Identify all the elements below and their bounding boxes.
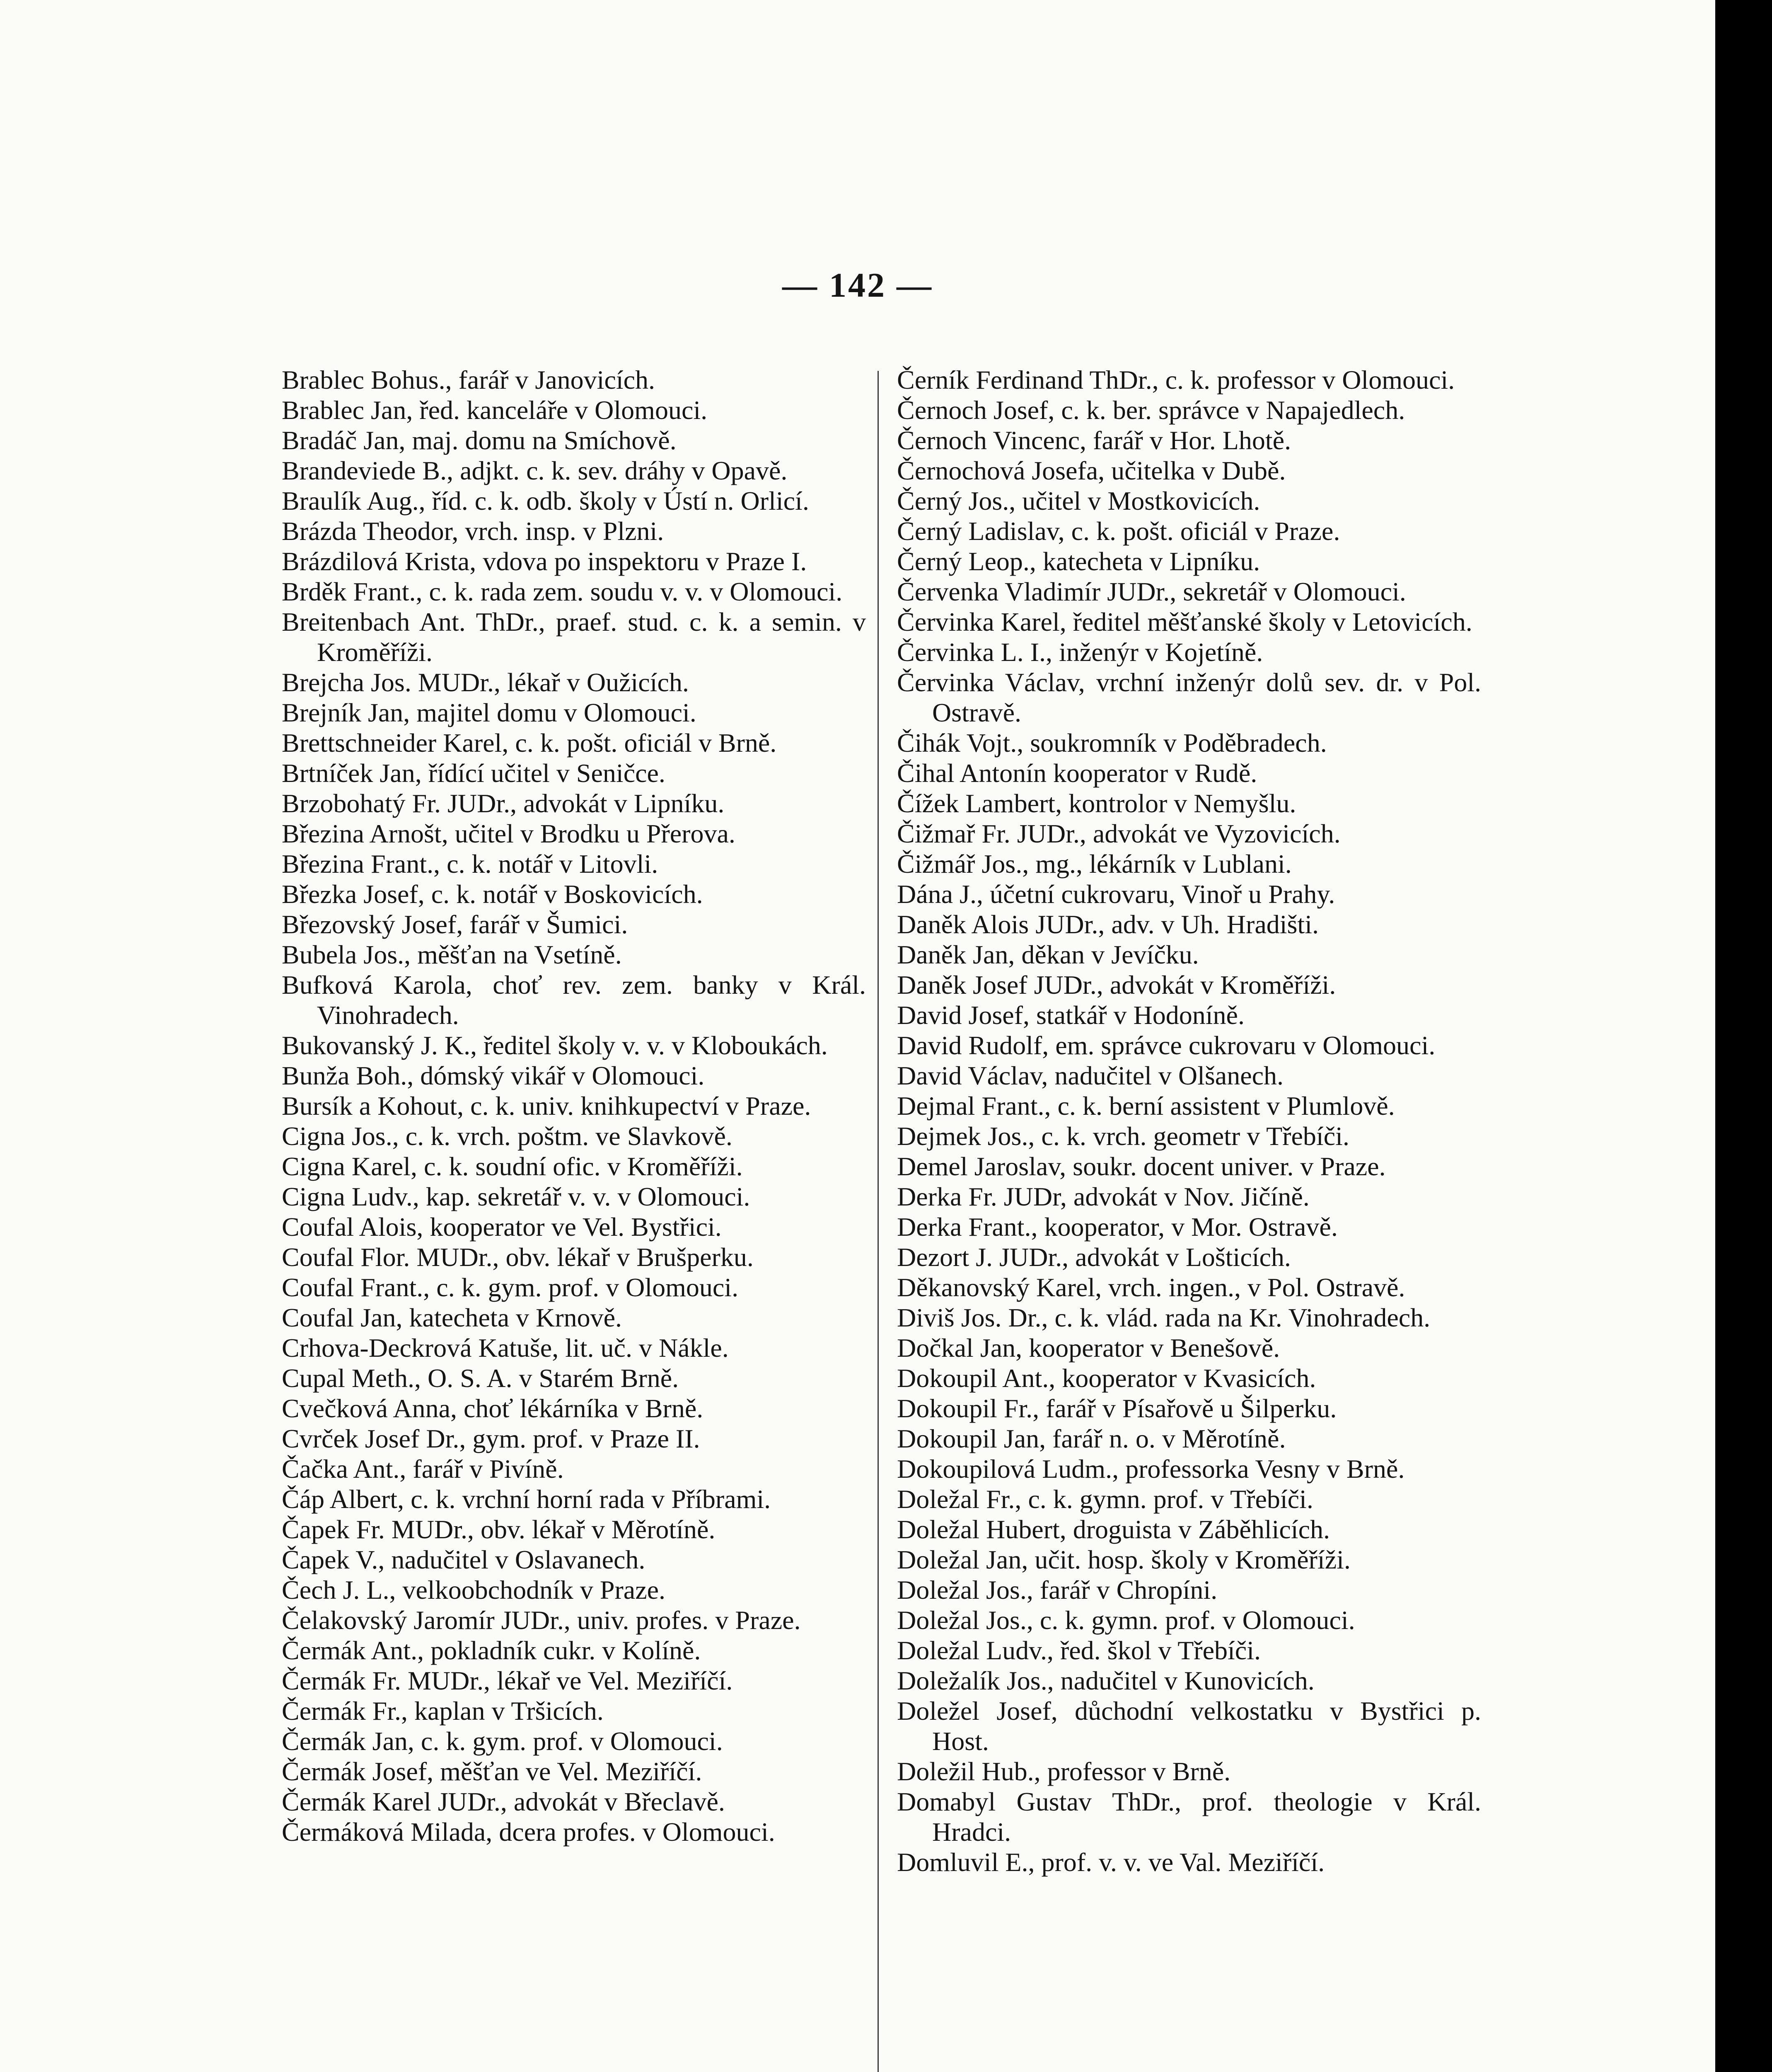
list-item: Cigna Jos., c. k. vrch. poštm. ve Slavkově. <box>282 1121 732 1151</box>
list-item: Doležil Hub., professor v Brně. <box>897 1757 1231 1786</box>
list-item: Čáp Albert, c. k. vrchní horní rada v Příbrami. <box>282 1484 771 1514</box>
list-item: Čermák Jan, c. k. gym. prof. v Olomouci. <box>282 1726 723 1756</box>
list-item: Brzobohatý Fr. JUDr., advokát v Lipníku. <box>282 789 725 818</box>
list-item: Čižmař Fr. JUDr., advokát ve Vyzovicích. <box>897 819 1341 848</box>
list-item: Červinka L. I., inženýr v Kojetíně. <box>897 637 1263 667</box>
list-item: Doležal Fr., c. k. gymn. prof. v Třebíči. <box>897 1484 1313 1514</box>
list-item: Čermák Fr. MUDr., lékař ve Vel. Meziříčí. <box>282 1666 733 1695</box>
left-column <box>282 365 866 1847</box>
column-divider <box>878 371 879 2072</box>
list-item: Demel Jaroslav, soukr. docent univer. v Praze. <box>897 1152 1386 1181</box>
list-item: Čermák Karel JUDr., advokát v Břeclavě. <box>282 1787 725 1816</box>
list-item: Bubela Jos., měšťan na Vsetíně. <box>282 940 622 969</box>
list-item: Čapek V., nadučitel v Oslavanech. <box>282 1545 645 1574</box>
list-item: Cigna Ludv., kap. sekretář v. v. v Olomouci. <box>282 1182 750 1211</box>
list-item: Dána J., účetní cukrovaru, Vinoř u Prahy. <box>897 879 1335 909</box>
list-item: Bradáč Jan, maj. domu na Smíchově. <box>282 426 677 455</box>
list-item: Domabyl Gustav ThDr., prof. theologie v Král. Hradci. <box>897 1787 1481 1847</box>
list-item: Dejmal Frant., c. k. berní assistent v Plumlově. <box>897 1091 1395 1121</box>
list-item: Čermáková Milada, dcera profes. v Olomouci. <box>282 1817 775 1847</box>
list-item: Čačka Ant., farář v Pivíně. <box>282 1454 564 1484</box>
list-item: Děkanovský Karel, vrch. ingen., v Pol. Ostravě. <box>897 1273 1405 1302</box>
list-item: Coufal Frant., c. k. gym. prof. v Olomouci. <box>282 1273 739 1302</box>
list-item: Cvečková Anna, choť lékárníka v Brně. <box>282 1394 703 1423</box>
list-item: Čermák Fr., kaplan v Tršicích. <box>282 1696 604 1726</box>
list-item: Březina Arnošt, učitel v Brodku u Přerova. <box>282 819 735 848</box>
list-item: Brablec Bohus., farář v Janovicích. <box>282 365 655 395</box>
list-item: Dočkal Jan, kooperator v Benešově. <box>897 1333 1280 1363</box>
list-item: Dokoupil Ant., kooperator v Kvasicích. <box>897 1363 1316 1393</box>
list-item: Doležal Ludv., řed. škol v Třebíči. <box>897 1636 1261 1665</box>
list-item: Brettschneider Karel, c. k. pošt. oficiál v Brně. <box>282 728 777 758</box>
list-item: Dokoupil Fr., farář v Písařově u Šilperku. <box>897 1394 1337 1423</box>
list-item: Doležal Hubert, droguista v Záběhlicích. <box>897 1515 1330 1544</box>
list-item: Doležal Jan, učit. hosp. školy v Kroměříži. <box>897 1545 1351 1574</box>
list-item: Brtníček Jan, řídící učitel v Seničce. <box>282 758 665 788</box>
list-item: Doležal Jos., farář v Chropíni. <box>897 1575 1218 1605</box>
list-item: Čapek Fr. MUDr., obv. lékař v Měrotíně. <box>282 1515 716 1544</box>
list-item: Brejcha Jos. MUDr., lékař v Oužicích. <box>282 668 689 697</box>
list-item: David Václav, nadučitel v Olšanech. <box>897 1061 1284 1090</box>
list-item: Čihák Vojt., soukromník v Poděbradech. <box>897 728 1327 758</box>
list-item: David Rudolf, em. správce cukrovaru v Olomouci. <box>897 1031 1436 1060</box>
list-item: Coufal Flor. MUDr., obv. lékař v Brušperku. <box>282 1242 754 1272</box>
list-item: Derka Fr. JUDr, advokát v Nov. Jičíně. <box>897 1182 1310 1211</box>
list-item: Černý Leop., katecheta v Lipníku. <box>897 547 1260 576</box>
list-item: Čelakovský Jaromír JUDr., univ. profes. v Praze. <box>282 1605 801 1635</box>
list-item: Čížek Lambert, kontrolor v Nemyšlu. <box>897 789 1296 818</box>
list-item: Čermák Josef, měšťan ve Vel. Meziříčí. <box>282 1757 702 1786</box>
list-item: Červinka Karel, ředitel měšťanské školy v Letovicích. <box>897 607 1472 637</box>
list-item: Dokoupilová Ludm., professorka Vesny v Brně. <box>897 1454 1405 1484</box>
list-item: Černý Jos., učitel v Mostkovicích. <box>897 486 1260 516</box>
list-item: Čech J. L., velkoobchodník v Praze. <box>282 1575 665 1605</box>
list-item: Brejník Jan, majitel domu v Olomouci. <box>282 698 696 727</box>
list-item: Černík Ferdinand ThDr., c. k. professor v Olomouci. <box>897 365 1455 395</box>
list-item: Březovský Josef, farář v Šumici. <box>282 910 628 939</box>
right-column <box>897 365 1481 1877</box>
list-item: Brázdilová Krista, vdova po inspektoru v Praze I. <box>282 547 807 576</box>
list-item: Doležel Josef, důchodní velkostatku v Bystřici p. Host. <box>897 1696 1481 1756</box>
list-item: Brázda Theodor, vrch. insp. v Plzni. <box>282 516 664 546</box>
list-item: David Josef, statkář v Hodoníně. <box>897 1000 1245 1030</box>
list-item: Černochová Josefa, učitelka v Dubě. <box>897 456 1286 485</box>
list-item: Černoch Vincenc, farář v Hor. Lhotě. <box>897 426 1291 455</box>
list-item: Bursík a Kohout, c. k. univ. knihkupectví v Praze. <box>282 1091 811 1121</box>
list-item: Březina Frant., c. k. notář v Litovli. <box>282 849 658 879</box>
list-item: Bukovanský J. K., ředitel školy v. v. v Kloboukách. <box>282 1031 828 1060</box>
list-item: Červenka Vladimír JUDr., sekretář v Olomouci. <box>897 577 1406 606</box>
list-item: Daněk Josef JUDr., advokát v Kroměříži. <box>897 970 1336 1000</box>
list-item: Černý Ladislav, c. k. pošt. oficiál v Praze. <box>897 516 1340 546</box>
list-item: Cupal Meth., O. S. A. v Starém Brně. <box>282 1363 679 1393</box>
list-item: Braulík Aug., říd. c. k. odb. školy v Ústí n. Orlicí. <box>282 486 809 516</box>
list-item: Daněk Alois JUDr., adv. v Uh. Hradišti. <box>897 910 1319 939</box>
list-item: Brděk Frant., c. k. rada zem. soudu v. v. v Olomouci. <box>282 577 843 606</box>
page-number: — 142 — <box>782 266 933 305</box>
list-item: Březka Josef, c. k. notář v Boskovicích. <box>282 879 703 909</box>
list-item: Doležalík Jos., nadučitel v Kunovicích. <box>897 1666 1315 1695</box>
list-item: Černoch Josef, c. k. ber. správce v Napajedlech. <box>897 395 1405 425</box>
list-item: Doležal Jos., c. k. gymn. prof. v Olomouci. <box>897 1605 1355 1635</box>
list-item: Brablec Jan, řed. kanceláře v Olomouci. <box>282 395 708 425</box>
list-item: Čermák Ant., pokladník cukr. v Kolíně. <box>282 1636 701 1665</box>
list-item: Diviš Jos. Dr., c. k. vlád. rada na Kr. Vinohradech. <box>897 1303 1431 1332</box>
list-item: Coufal Alois, kooperator ve Vel. Bystřici. <box>282 1212 722 1242</box>
list-item: Cigna Karel, c. k. soudní ofic. v Kroměříži. <box>282 1152 743 1181</box>
list-item: Červinka Václav, vrchní inženýr dolů sev. dr. v Pol. Ostravě. <box>897 668 1481 727</box>
list-item: Dezort J. JUDr., advokát v Lošticích. <box>897 1242 1291 1272</box>
list-item: Breitenbach Ant. ThDr., praef. stud. c. k. a semin. v Kroměříži. <box>282 607 866 667</box>
list-item: Cvrček Josef Dr., gym. prof. v Praze II. <box>282 1424 700 1453</box>
list-item: Čižmář Jos., mg., lékárník v Lublani. <box>897 849 1292 879</box>
list-item: Domluvil E., prof. v. v. ve Val. Meziříčí. <box>897 1847 1325 1877</box>
list-item: Bufková Karola, choť rev. zem. banky v Král. Vinohradech. <box>282 970 866 1030</box>
list-item: Čihal Antonín kooperator v Rudě. <box>897 758 1257 788</box>
list-item: Dejmek Jos., c. k. vrch. geometr v Třebíči. <box>897 1121 1349 1151</box>
list-item: Crhova-Deckrová Katuše, lit. uč. v Nákle. <box>282 1333 729 1363</box>
list-item: Dokoupil Jan, farář n. o. v Měrotíně. <box>897 1424 1286 1453</box>
list-item: Daněk Jan, děkan v Jevíčku. <box>897 940 1199 969</box>
list-item: Derka Frant., kooperator, v Mor. Ostravě. <box>897 1212 1338 1242</box>
list-item: Coufal Jan, katecheta v Krnově. <box>282 1303 622 1332</box>
list-item: Brandeviede B., adjkt. c. k. sev. dráhy v Opavě. <box>282 456 788 485</box>
list-item: Bunža Boh., dómský vikář v Olomouci. <box>282 1061 705 1090</box>
